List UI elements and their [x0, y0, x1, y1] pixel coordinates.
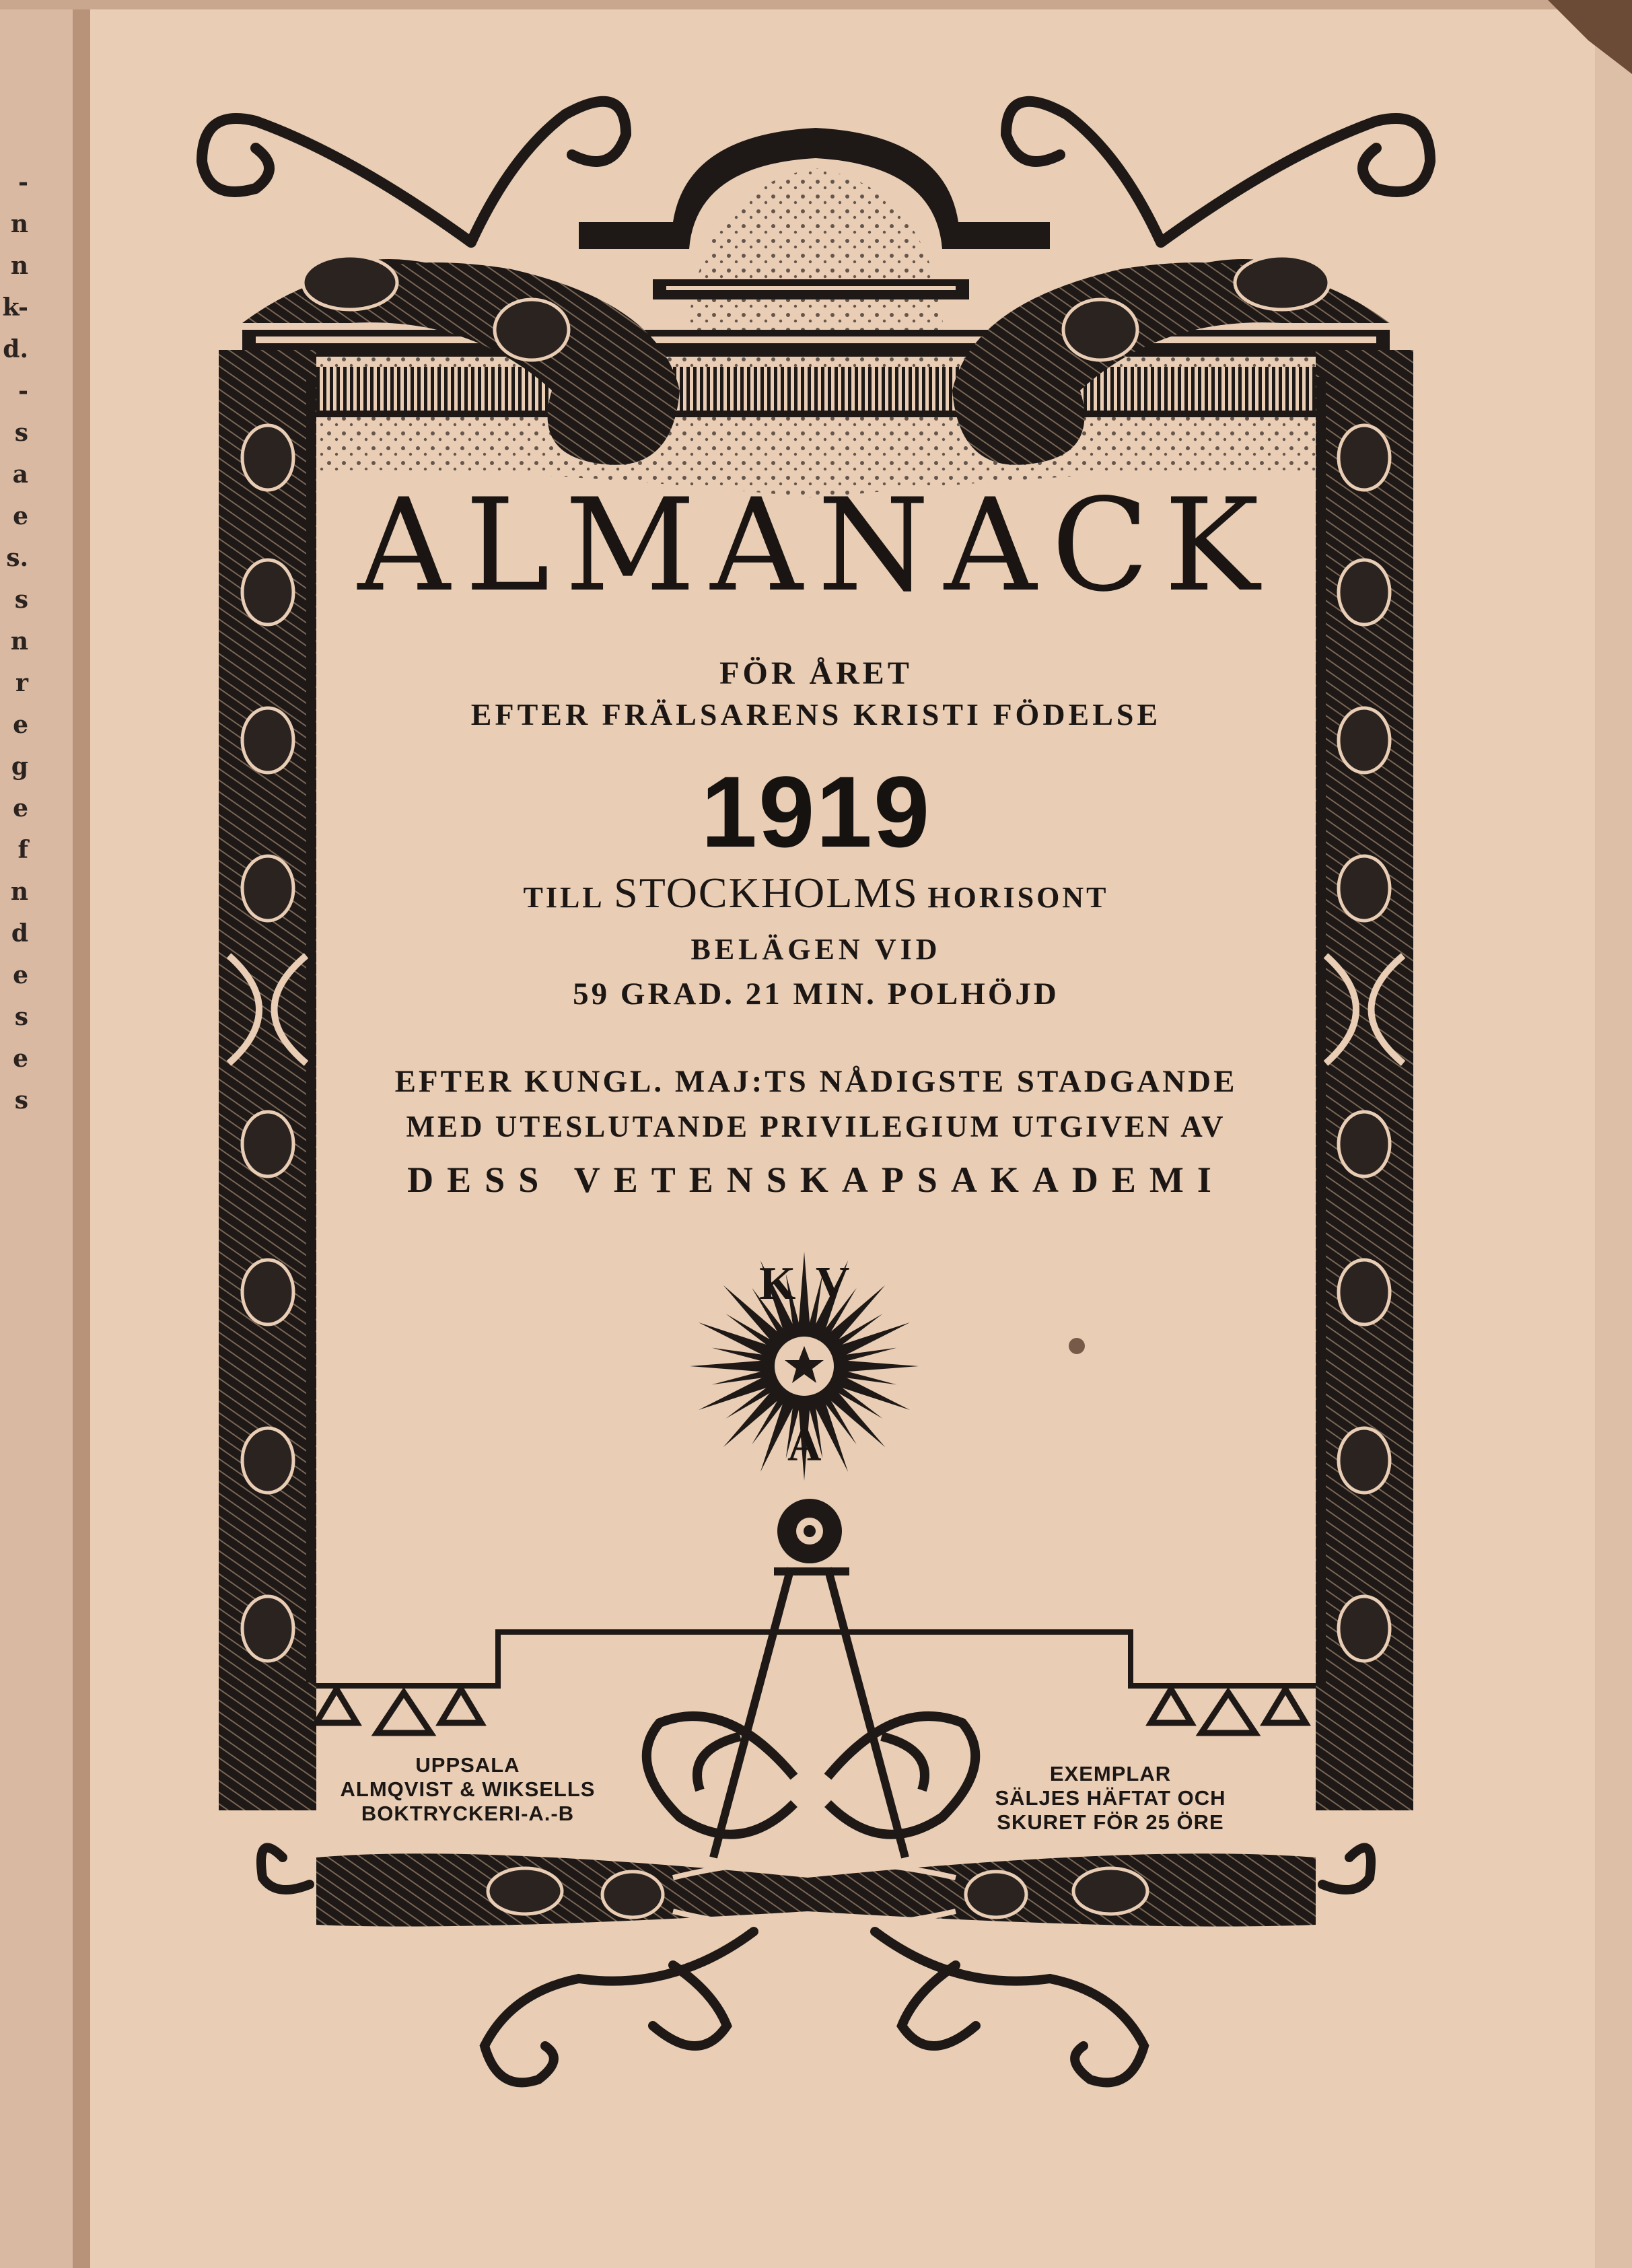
almanac-title: ALMANACK: [357, 471, 1275, 620]
royal-decree-line: EFTER KUNGL. MAJ:TS NÅDIGSTE STADGANDE: [394, 1064, 1238, 1099]
fragment: -: [18, 377, 28, 405]
fragment: n: [10, 252, 28, 280]
fragment: s: [14, 1003, 28, 1031]
fragment: s: [14, 419, 28, 447]
for-year-line: FÖR ÅRET: [719, 655, 913, 691]
emblem-letter-a: A: [787, 1419, 822, 1471]
fragment: d: [11, 919, 28, 948]
emblem-letter-v: V: [816, 1258, 850, 1310]
fragment: s.: [6, 544, 28, 572]
privilege-line: MED UTESLUTANDE PRIVILEGIUM UTGIVEN AV: [406, 1110, 1226, 1143]
imprint-city: UPPSALA: [415, 1753, 520, 1777]
price-line-1: EXEMPLAR: [1049, 1762, 1172, 1785]
horizon-prefix: TILL: [523, 881, 605, 914]
rosette-ornament: [777, 1499, 842, 1563]
fragment: k-: [2, 293, 28, 322]
fragment: r: [15, 669, 28, 697]
horizon-city: STOCKHOLMS: [614, 869, 919, 917]
fragment: a: [12, 460, 28, 489]
latitude-line: 59 GRAD. 21 MIN. POLHÖJD: [573, 977, 1059, 1012]
year: 1919: [701, 755, 931, 868]
fragment: e: [13, 1044, 28, 1073]
emblem-letter-k: K: [759, 1258, 796, 1310]
ribbon-bow: [647, 1716, 975, 1835]
bottom-garland: [316, 1853, 1316, 1928]
after-birth-line: EFTER FRÄLSARENS KRISTI FÖDELSE: [470, 697, 1162, 732]
academy-line: DESS VETENSKAPSAKADEMI: [407, 1160, 1225, 1200]
fragment: s: [14, 1086, 28, 1114]
horizon-suffix: HORISONT: [927, 881, 1109, 914]
base-triangles: [316, 1689, 1306, 1733]
fragment: f: [17, 836, 28, 864]
price-line-2: SÄLJES HÄFTAT OCH: [995, 1786, 1226, 1810]
imprint-printer: ALMQVIST & WIKSELLS: [340, 1777, 596, 1801]
fragment: n: [10, 627, 28, 655]
inner-base-line: [316, 1632, 1316, 1686]
fragment: e: [13, 961, 28, 989]
fragment: -: [18, 168, 28, 197]
price-imprint: [969, 1762, 1252, 1835]
fragment: g: [11, 752, 28, 781]
fragment: e: [13, 711, 28, 739]
fragment: d.: [3, 335, 28, 363]
located-at-line: BELÄGEN VID: [690, 933, 942, 966]
horizon-line: [0, 868, 1632, 918]
fragment: n: [10, 210, 28, 238]
fragment: e: [13, 794, 28, 822]
printer-imprint: [340, 1753, 596, 1826]
crossed-staffs: [713, 1568, 905, 1857]
imprint-company: BOKTRYCKERI-A.-B: [361, 1802, 575, 1825]
fragment: e: [13, 502, 28, 530]
fragment: s: [14, 586, 28, 614]
price-line-3: SKURET FÖR 25 ÖRE: [997, 1810, 1224, 1834]
fragment: n: [10, 878, 28, 906]
